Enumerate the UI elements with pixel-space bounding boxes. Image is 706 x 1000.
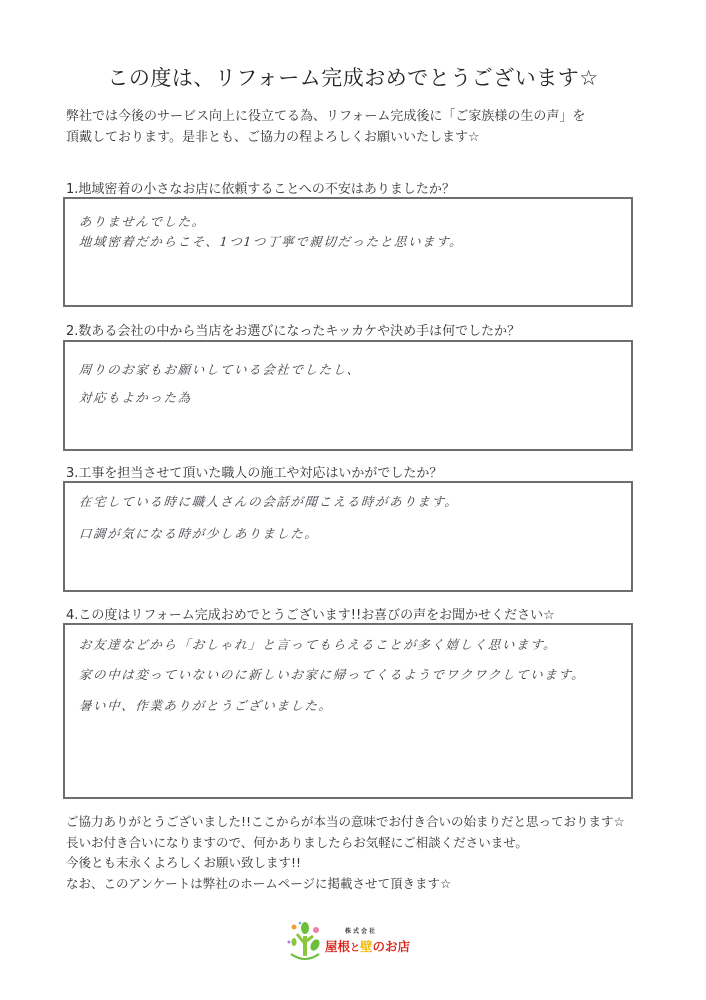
- closing-line: 長いお付き合いになりますので、何かありましたらお気軽にご相談くださいませ。: [66, 834, 528, 850]
- answer-2-line-1: 周りのお家もお願いしている会社でしたし、: [78, 362, 362, 377]
- closing-line: 今後とも末永くよろしくお願い致します!!: [66, 855, 302, 870]
- closing-message: [66, 812, 666, 894]
- logo-company-type: 株式会社: [345, 928, 378, 935]
- answer-1-line-2: 地域密着だからこそ、1つ1つ丁寧で親切だったと思います。: [78, 234, 464, 249]
- intro-line: 頂戴しております。是非とも、ご協力の程よろしくお願いいたします☆: [66, 130, 480, 145]
- closing-line: なお、このアンケートは弊社のホームページに掲載させて頂きます☆: [66, 875, 452, 891]
- answer-2-line-2: 対応もよかった為: [78, 390, 193, 405]
- closing-line: ご協力ありがとうございました!!ここからが本当の意味でお付き合いの始まりだと思っております☆: [66, 814, 625, 829]
- intro-text: [66, 106, 656, 148]
- answer-4-line-1: お友達などから「おしゃれ」と言ってもらえることが多く嬉しく思います。: [78, 637, 558, 652]
- answer-box-4: [63, 623, 633, 799]
- answer-3-line-2: 口調が気になる時が少しありました。: [78, 526, 320, 541]
- question-1-label: 1.地域密着の小さなお店に依頼することへの不安はありましたか？: [66, 182, 455, 197]
- question-3-label: 3.工事を担当させて頂いた職人の施工や対応はいかがでしたか？: [66, 466, 443, 481]
- tree-logo-icon: [285, 918, 325, 966]
- answer-box-3: [63, 481, 633, 592]
- company-logo: [285, 918, 415, 966]
- answer-1-line-1: ありませんでした。: [78, 214, 207, 229]
- answer-box-1: [63, 197, 633, 307]
- logo-company-name: 屋根と壁のお店: [325, 939, 411, 954]
- answer-4-line-3: 暑い中、作業ありがとうございました。: [78, 698, 334, 713]
- question-2-label: 2.数ある会社の中から当店をお選びになったキッカケや決め手は何でしたか？: [66, 324, 521, 339]
- intro-line: 弊社では今後のサービス向上に役立てる為、リフォーム完成後に「ご家族様の生の声」を: [66, 109, 586, 124]
- question-4-label: 4.この度はリフォーム完成おめでとうございます!!お喜びの声をお聞かせください☆: [66, 608, 555, 623]
- answer-4-line-2: 家の中は変っていないのに新しいお家に帰ってくるようでワクワクしています。: [78, 667, 587, 682]
- answer-box-2: [63, 340, 633, 451]
- page-title: この度は、リフォーム完成おめでとうございます☆: [107, 66, 599, 90]
- answer-3-line-1: 在宅している時に職人さんの会話が聞こえる時があります。: [78, 494, 460, 509]
